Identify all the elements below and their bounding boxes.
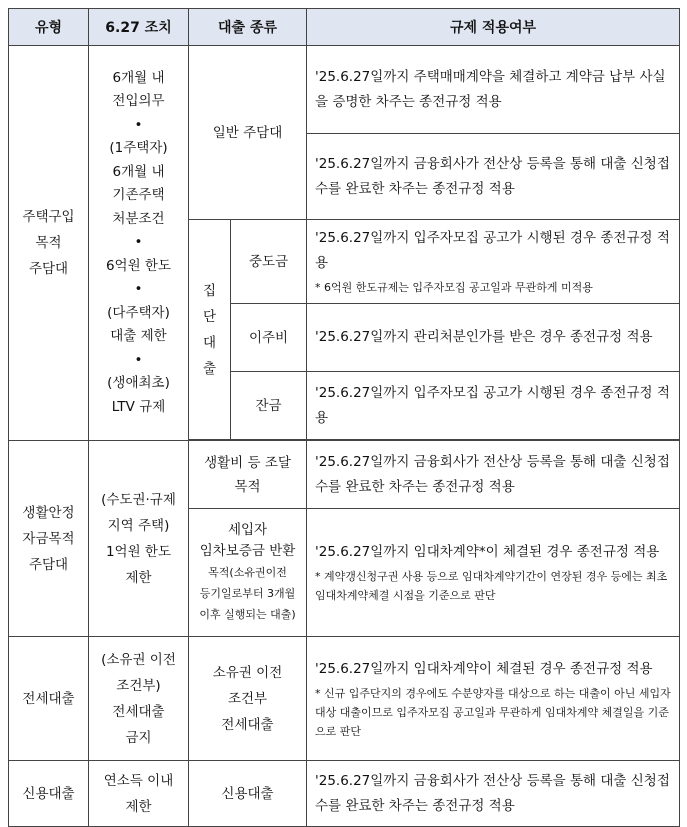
header-measure: 6.27 조치 <box>89 9 189 46</box>
loan-mid-payment: 중도금 <box>231 220 307 304</box>
loan-line: 세입자 <box>227 522 268 538</box>
loan-line: 생활비 등 조달 <box>204 454 291 471</box>
type-line: 주담대 <box>28 556 69 573</box>
group-char: 출 <box>202 360 217 377</box>
type-line: 목적 <box>35 235 62 251</box>
measure-line: (소유권 이전 <box>101 651 176 668</box>
measure-line: (1주택자) <box>109 140 168 157</box>
loan-line: 이후 실행되는 대출) <box>199 608 296 621</box>
rule-relocation: '25.6.27일까지 관리처분인가를 받은 경우 종전규정 적용 <box>307 304 680 372</box>
bullet: • <box>134 351 143 368</box>
rule-balance: '25.6.27일까지 입주자모집 공고가 시행된 경우 종전규정 적용 <box>307 372 680 440</box>
loan-deposit-return <box>189 509 307 637</box>
measure-line: 처분조건 <box>112 210 165 227</box>
measure-line: 6개월 내 <box>112 163 165 180</box>
group-char: 집 <box>202 282 217 299</box>
measure-line: 1억원 한도 <box>105 543 172 560</box>
measure-line: 연소득 이내 <box>103 772 174 789</box>
measure-line: 조건부) <box>116 677 161 694</box>
rule-mid-payment <box>307 220 680 304</box>
header-row <box>9 9 680 46</box>
bullet: • <box>134 116 143 133</box>
rule-deposit-return <box>307 509 680 637</box>
loan-line: 전세대출 <box>221 716 274 733</box>
loan-line: 임차보증금 반환 <box>199 543 296 559</box>
type-line: 주택구입 <box>22 209 75 225</box>
measure-living <box>89 441 189 637</box>
measure-line: 지역 주택) <box>107 517 170 534</box>
loan-credit: 신용대출 <box>189 761 307 827</box>
loan-line: 소유권 이전 <box>212 664 283 681</box>
measure-line: LTV 규제 <box>111 398 166 415</box>
type-credit: 신용대출 <box>9 761 89 827</box>
loan-line: 목적 <box>234 478 261 495</box>
header-applicability: 규제 적용여부 <box>307 9 680 46</box>
type-living <box>9 441 89 637</box>
rule-general-1: '25.6.27일까지 주택매매계약을 체결하고 계약금 납부 사실을 증명한 차주는 종전규정 적용 <box>307 46 680 134</box>
measure-line: 금지 <box>125 729 152 746</box>
measure-line: (수도권·규제 <box>101 491 176 508</box>
rule-credit: '25.6.27일까지 금융회사가 전산상 등록을 통해 대출 신청접수를 완료한 차주는 종전규정 적용 <box>307 761 680 827</box>
measure-line: 전세대출 <box>112 703 165 720</box>
table-row <box>9 46 680 134</box>
bullet: • <box>134 234 143 251</box>
measure-line: (생애최초) <box>107 375 170 392</box>
rule-general-2: '25.6.27일까지 금융회사가 전산상 등록을 통해 대출 신청접수를 완료한 차주는 종전규정 적용 <box>307 134 680 220</box>
group-char: 대 <box>202 334 217 351</box>
type-line: 주담대 <box>28 261 69 277</box>
loan-general: 일반 주담대 <box>189 46 307 220</box>
header-loan-kind: 대출 종류 <box>189 9 307 46</box>
rule-living-expense: '25.6.27일까지 금융회사가 전산상 등록을 통해 대출 신청접수를 완료한 차주는 종전규정 적용 <box>307 441 680 509</box>
loan-line: 조건부 <box>227 690 268 707</box>
rule-text: '25.6.27일까지 임대차계약*이 체결된 경우 종전규정 적용 <box>315 544 660 560</box>
measure-line: 6억원 한도 <box>105 257 172 274</box>
table-row <box>9 637 680 761</box>
bullet: • <box>134 281 143 298</box>
loan-line: 등기일로부터 3개월 <box>199 587 296 600</box>
rule-text: '25.6.27일까지 입주자모집 공고가 시행된 경우 종전규정 적용 <box>315 230 670 271</box>
measure-line: (다주택자) <box>107 304 170 321</box>
header-type: 유형 <box>9 9 89 46</box>
loan-jeonse <box>189 637 307 761</box>
group-char: 단 <box>202 308 217 325</box>
group-loan-label <box>189 220 231 440</box>
measure-line: 제한 <box>125 569 152 586</box>
measure-housing <box>89 46 189 441</box>
measure-line: 기존주택 <box>112 187 165 204</box>
measure-line: 전입의무 <box>112 93 165 110</box>
measure-jeonse <box>89 637 189 761</box>
type-line: 생활안정 <box>22 504 75 521</box>
table-row <box>9 761 680 827</box>
measure-credit <box>89 761 189 827</box>
rule-jeonse <box>307 637 680 761</box>
rule-note: * 6억원 한도규제는 입주자모집 공고일과 무관하게 미적용 <box>315 281 593 294</box>
measure-line: 대출 제한 <box>110 328 167 345</box>
loan-living-expense <box>189 441 307 509</box>
type-housing-purchase <box>9 46 89 441</box>
type-jeonse: 전세대출 <box>9 637 89 761</box>
type-line: 자금목적 <box>22 530 75 547</box>
rule-text: '25.6.27일까지 임대차계약이 체결된 경우 종전규정 적용 <box>315 660 653 677</box>
table-row <box>9 441 680 509</box>
loan-relocation: 이주비 <box>231 304 307 372</box>
loan-balance: 잔금 <box>231 372 307 440</box>
regulation-table <box>8 8 680 827</box>
loan-line: 목적(소유권이전 <box>208 566 287 579</box>
measure-line: 6개월 내 <box>112 69 165 86</box>
measure-line: 제한 <box>125 798 152 815</box>
rule-note: * 계약갱신청구권 사용 등으로 임대차계약기간이 연장된 경우 등에는 최초 임대차계약체결 시점을 기준으로 판단 <box>315 570 668 602</box>
rule-note: * 신규 입주단지의 경우에도 수분양자를 대상으로 하는 대출이 아닌 세입자 대상 대출이므로 입주자모집 공고일과 무관하게 임대차계약 체결일을 기준으로 판단 <box>315 686 671 738</box>
